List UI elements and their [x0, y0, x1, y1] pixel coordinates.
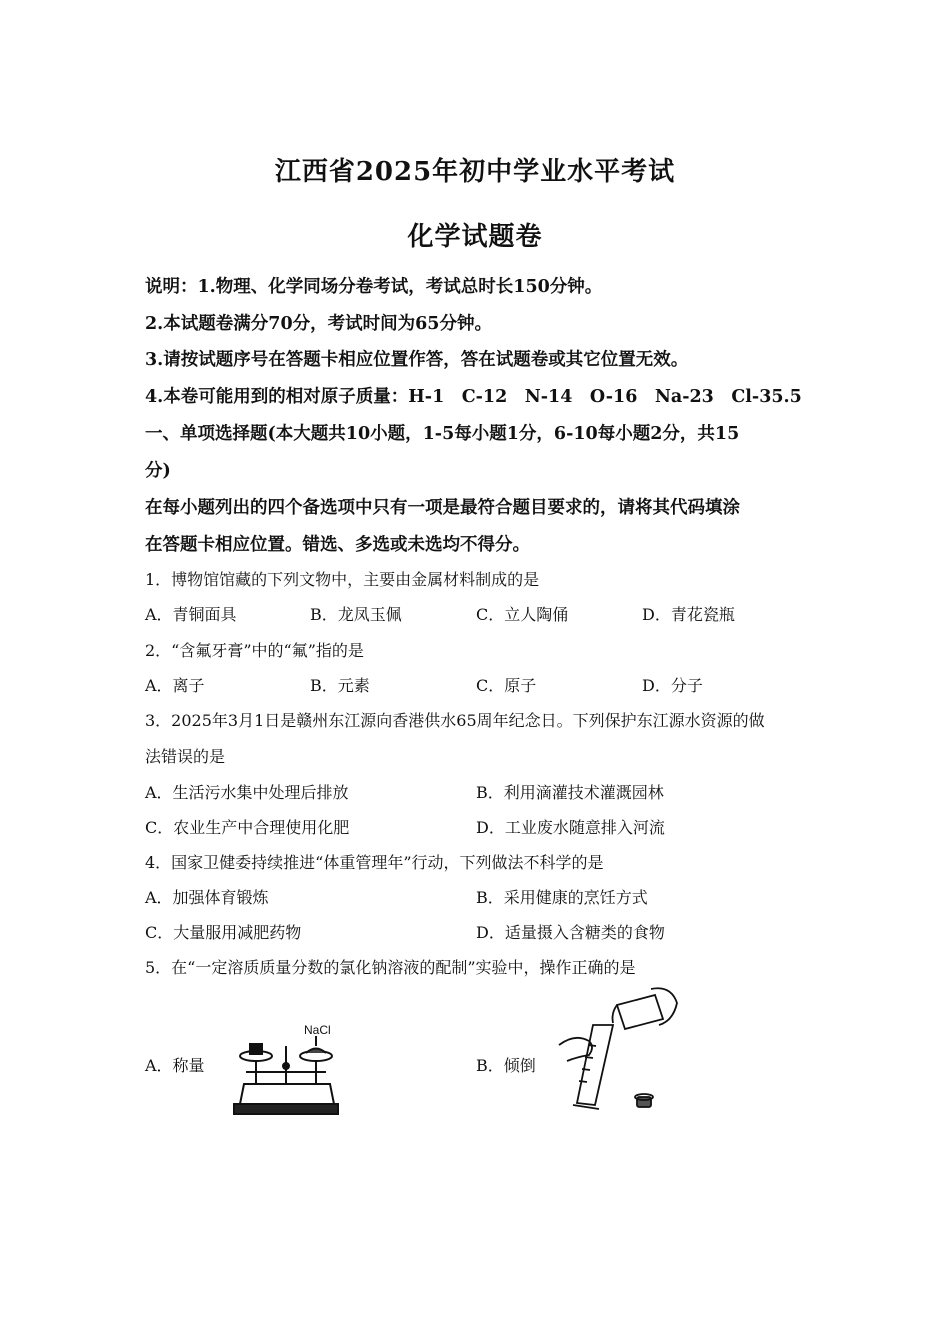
- question-5-option-a[interactable]: A．称量: [145, 1056, 205, 1075]
- question-3-option-c[interactable]: C．农业生产中合理使用化肥: [145, 818, 350, 837]
- balance-scale-illustration: [222, 1022, 352, 1122]
- question-1-option-b[interactable]: B．龙凤玉佩: [310, 605, 402, 624]
- question-2-option-a[interactable]: A．离子: [145, 676, 205, 695]
- section-note: 在每小题列出的四个备选项中只有一项是最符合题目要求的，请将其代码填涂: [145, 498, 740, 518]
- instruction-line-3: 3.请按试题序号在答题卡相应位置作答，答在试题卷或其它位置无效。: [145, 350, 689, 370]
- instruction-line-1: 说明：1.物理、化学同场分卷考试，考试总时长150分钟。: [145, 277, 603, 297]
- question-3-option-a[interactable]: A．生活污水集中处理后排放: [145, 783, 349, 802]
- question-4-option-d[interactable]: D．适量摄入含糖类的食物: [476, 923, 665, 942]
- pouring-cylinder-illustration: [555, 985, 685, 1120]
- question-4-option-a[interactable]: A．加强体育锻炼: [145, 888, 269, 907]
- section-heading: 一、单项选择题(本大题共10小题，1-5每小题1分，6-10每小题2分，共15: [145, 424, 740, 444]
- question-4-stem: 4．国家卫健委持续推进“体重管理年”行动，下列做法不科学的是: [145, 853, 604, 872]
- question-5-option-b[interactable]: B．倾倒: [476, 1056, 536, 1075]
- question-2-stem: 2．“含氟牙膏”中的“氟”指的是: [145, 641, 364, 660]
- section-note-cont: 在答题卡相应位置。错选、多选或未选均不得分。: [145, 535, 530, 555]
- question-3-option-d[interactable]: D．工业废水随意排入河流: [476, 818, 665, 837]
- question-1-option-c[interactable]: C．立人陶俑: [476, 605, 569, 624]
- question-2-option-d[interactable]: D．分子: [642, 676, 703, 695]
- question-3-stem: 3．2025年3月1日是赣州东江源向香港供水65周年纪念日。下列保护东江源水资源的做: [145, 711, 765, 730]
- question-3-stem-cont: 法错误的是: [145, 747, 226, 766]
- question-5-stem: 5．在“一定溶质质量分数的氯化钠溶液的配制”实验中，操作正确的是: [145, 958, 636, 977]
- question-2-option-b[interactable]: B．元素: [310, 676, 370, 695]
- question-1-stem: 1．博物馆馆藏的下列文物中，主要由金属材料制成的是: [145, 570, 540, 589]
- section-heading-cont: 分): [145, 461, 171, 481]
- question-4-option-c[interactable]: C．大量服用减肥药物: [145, 923, 302, 942]
- question-3-option-b[interactable]: B．利用滴灌技术灌溉园林: [476, 783, 664, 802]
- question-4-option-b[interactable]: B．采用健康的烹饪方式: [476, 888, 648, 907]
- question-1-option-a[interactable]: A．青铜面具: [145, 605, 237, 624]
- exam-subtitle: 化学试题卷: [407, 222, 543, 252]
- question-2-option-c[interactable]: C．原子: [476, 676, 537, 695]
- instruction-line-4: 4.本卷可能用到的相对原子质量：H-1 C-12 N-14 O-16 Na-23 Cl-35.5: [145, 387, 802, 407]
- exam-title: 江西省2025年初中学业水平考试: [274, 157, 676, 187]
- question-1-option-d[interactable]: D．青花瓷瓶: [642, 605, 735, 624]
- instruction-line-2: 2.本试题卷满分70分，考试时间为65分钟。: [145, 314, 492, 334]
- nacl-label: NaCl: [304, 1023, 331, 1037]
